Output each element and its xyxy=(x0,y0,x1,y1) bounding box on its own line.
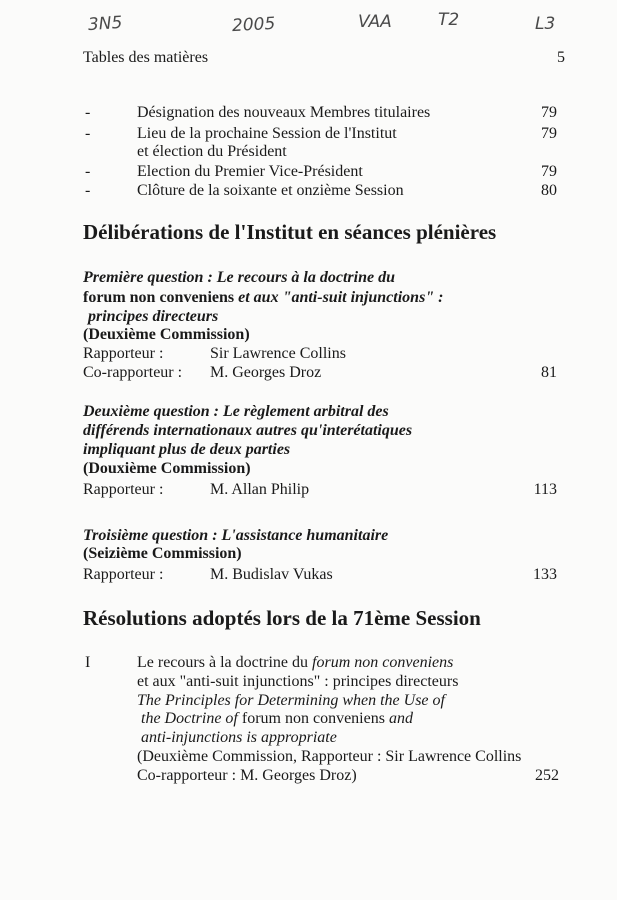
rapporteur-name: M. Budislav Vukas xyxy=(210,566,333,583)
page-number: 5 xyxy=(557,49,565,66)
resolution-line: anti-injunctions is appropriate xyxy=(141,729,337,746)
corapporteur-name: M. Georges Droz xyxy=(210,364,322,381)
running-title: Tables des matières xyxy=(83,49,209,66)
resolution-line: Co-rapporteur : M. Georges Droz) xyxy=(137,767,357,784)
rapporteur-label: Rapporteur : xyxy=(83,566,164,583)
entry-dash: - xyxy=(85,125,91,142)
entry-dash: - xyxy=(85,104,91,121)
question-title: différends internationaux autres qu'interétatiques xyxy=(83,422,413,439)
rapporteur-label: Rapporteur : xyxy=(83,345,164,362)
resolution-line: et aux "anti-suit injunctions" : principes directeurs xyxy=(137,673,459,690)
resolution-line xyxy=(137,654,453,672)
section-heading: Délibérations de l'Institut en séances plénières xyxy=(83,220,497,244)
entry-text: Election du Premier Vice-Président xyxy=(137,163,363,180)
resolution-line xyxy=(141,710,413,728)
entry-page: 80 xyxy=(541,182,557,199)
handwritten-mark: 3N5 xyxy=(87,12,124,36)
section-heading: Résolutions adoptés lors de la 71ème Session xyxy=(83,606,481,630)
question-page: 133 xyxy=(533,566,557,583)
entry-page: 79 xyxy=(541,163,557,180)
handwritten-mark: 2005 xyxy=(231,13,276,37)
rapporteur-label: Rapporteur : xyxy=(83,481,164,498)
resolution-text-italic: and xyxy=(384,710,413,727)
rapporteur-name: Sir Lawrence Collins xyxy=(210,345,346,362)
question-title-italic: et aux "anti-suit injunctions" : xyxy=(234,289,444,306)
resolution-line: The Principles for Determining when the Use of xyxy=(137,692,445,709)
question-title: impliquant plus de deux parties xyxy=(83,441,291,458)
commission: (Douxième Commission) xyxy=(83,460,251,477)
corapporteur-label: Co-rapporteur : xyxy=(83,364,183,381)
entry-text: et élection du Président xyxy=(137,143,287,160)
question-title: Première question : Le recours à la doctrine du xyxy=(83,269,395,286)
handwritten-mark: VAA xyxy=(358,12,392,32)
question-page: 81 xyxy=(541,364,557,381)
question-title xyxy=(83,288,444,307)
resolution-page: 252 xyxy=(535,767,559,784)
resolution-text: Le recours à la doctrine du xyxy=(137,654,313,671)
entry-text: Lieu de la prochaine Session de l'Institut xyxy=(137,125,397,142)
entry-dash: - xyxy=(85,163,91,180)
handwritten-mark: T2 xyxy=(438,10,460,30)
question-title: principes directeurs xyxy=(88,308,219,325)
resolution-text-italic: the Doctrine of xyxy=(141,710,242,727)
commission: (Seizième Commission) xyxy=(83,545,242,562)
commission: (Deuxième Commission) xyxy=(83,326,250,343)
resolution-numeral: I xyxy=(85,654,91,671)
entry-text: Désignation des nouveaux Membres titulaires xyxy=(137,104,431,121)
rapporteur-name: M. Allan Philip xyxy=(210,481,310,498)
resolution-line: (Deuxième Commission, Rapporteur : Sir Lawrence Collins xyxy=(137,748,522,765)
question-title-plain: forum non conveniens xyxy=(83,289,235,306)
question-title: Troisième question : L'assistance humanitaire xyxy=(83,527,389,544)
question-page: 113 xyxy=(533,481,557,498)
handwritten-mark: L3 xyxy=(535,14,556,34)
entry-dash: - xyxy=(85,182,91,199)
entry-text: Clôture de la soixante et onzième Session xyxy=(137,182,404,199)
entry-page: 79 xyxy=(541,125,557,142)
entry-page: 79 xyxy=(541,104,557,121)
question-title: Deuxième question : Le règlement arbitral des xyxy=(83,403,389,420)
resolution-text: forum non conveniens xyxy=(241,710,385,727)
resolution-text-italic: forum non conveniens xyxy=(312,654,454,671)
